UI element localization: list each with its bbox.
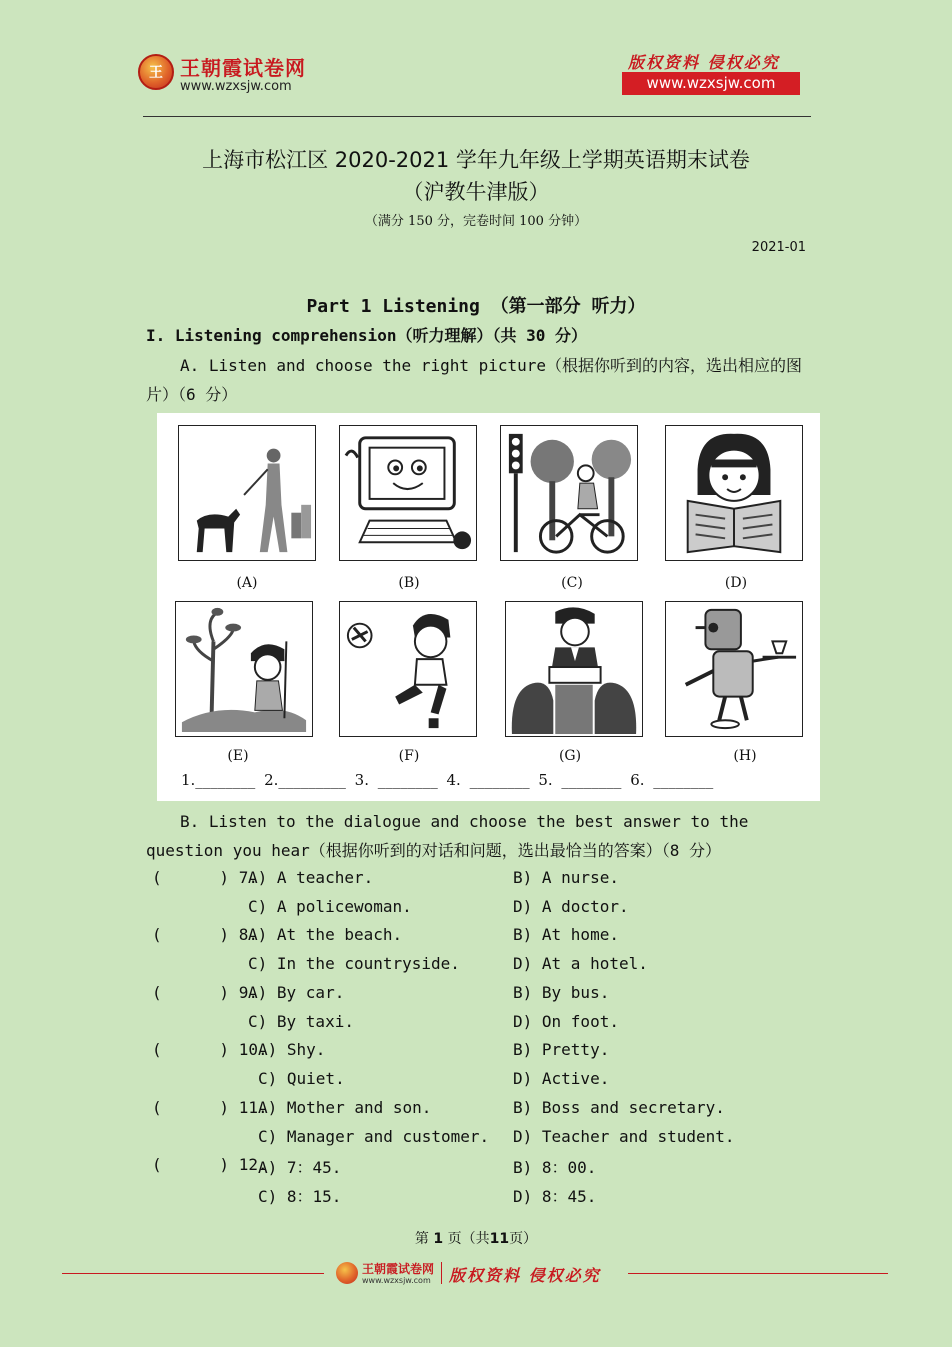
question-number[interactable]: ( ) 9. <box>152 983 258 1002</box>
question-option: B) At home. <box>513 925 619 944</box>
question-option: A) 7：45. <box>258 1158 342 1177</box>
site-url-link[interactable]: www.wzxsjw.com <box>622 72 800 95</box>
picture-label-a: (A) <box>236 575 258 591</box>
girl-reading-icon <box>665 425 803 561</box>
question-number[interactable]: ( ) 10. <box>152 1040 268 1059</box>
picture-panel <box>157 413 820 801</box>
footer-logo-icon <box>336 1262 358 1284</box>
question-option: D) Active. <box>513 1069 610 1088</box>
footer-logo-name[interactable]: 王朝霞试卷网 <box>362 1262 435 1276</box>
question-option: A) By car. <box>248 983 345 1002</box>
exam-date: 2021-01 <box>751 240 806 255</box>
question-option: A) A teacher. <box>248 868 374 887</box>
logo-url: www.wzxsjw.com <box>180 79 292 94</box>
section-heading: I. Listening comprehension（听力理解）（共 30 分） <box>146 326 587 345</box>
footer-divider-right <box>628 1273 888 1274</box>
question-option: A) Mother and son. <box>258 1098 432 1117</box>
boy-cycling-icon <box>500 425 638 561</box>
footer-separator <box>441 1262 442 1284</box>
question-option: D) 8：45. <box>513 1187 597 1206</box>
boy-planting-tree-icon <box>175 601 313 737</box>
logo-badge-icon: 王 <box>138 54 174 90</box>
page-number: 第 1 页（共11页） <box>414 1231 538 1247</box>
computer-icon <box>339 425 477 561</box>
question-option: B) A nurse. <box>513 868 619 887</box>
question-option: B) Boss and secretary. <box>513 1098 725 1117</box>
question-option: B) By bus. <box>513 983 610 1002</box>
question-option: C) Manager and customer. <box>258 1127 490 1146</box>
man-speech-icon <box>505 601 643 737</box>
question-option: C) 8：15. <box>258 1187 342 1206</box>
score-note: （满分 150 分，完卷时间 100 分钟） <box>364 214 588 229</box>
boy-kicking-ball-icon <box>339 601 477 737</box>
picture-label-b: (B) <box>398 575 420 591</box>
picture-label-g: (G) <box>558 748 582 764</box>
footer-copyright: 版权资料 侵权必究 <box>449 1266 601 1285</box>
picture-label-h: (H) <box>733 748 757 764</box>
footer-divider-left <box>62 1273 324 1274</box>
question-option: D) On foot. <box>513 1012 619 1031</box>
answer-blanks[interactable]: 1.________ 2._________ 3. ________ 4. ________ 5. ________ 6. ________ <box>181 771 714 789</box>
header-divider <box>143 116 811 117</box>
question-option: C) A policewoman. <box>248 897 412 916</box>
footer-logo-url[interactable]: www.wzxsjw.com <box>362 1276 431 1285</box>
logo-name: 王朝霞试卷网 <box>180 56 306 80</box>
part-heading: Part 1 Listening （第一部分 听力） <box>306 296 646 317</box>
picture-label-d: (D) <box>724 575 748 591</box>
question-option: C) In the countryside. <box>248 954 460 973</box>
copyright-notice: 版权资料 侵权必究 <box>628 53 780 72</box>
question-option: A) Shy. <box>258 1040 326 1059</box>
picture-label-e: (E) <box>227 748 249 764</box>
picture-label-c: (C) <box>561 575 583 591</box>
part-b-instruction: B. Listen to the dialogue and choose the best answer to the question you hear（根据你听到的对话和问题，选出最恰当的答案）（8 分） <box>146 812 749 860</box>
question-option: B) Pretty. <box>513 1040 610 1059</box>
site-logo[interactable] <box>138 52 358 100</box>
question-option: A) At the beach. <box>248 925 403 944</box>
question-option: D) Teacher and student. <box>513 1127 735 1146</box>
question-option: D) At a hotel. <box>513 954 648 973</box>
question-option: C) Quiet. <box>258 1069 345 1088</box>
exam-subtitle: （沪教牛津版） <box>402 180 550 204</box>
man-walking-dog-icon <box>178 425 316 561</box>
question-number[interactable]: ( ) 7. <box>152 868 258 887</box>
part-a-instruction: A. Listen and choose the right picture（根据你听到的内容，选出相应的图片）（6 分） <box>146 356 803 404</box>
question-number[interactable]: ( ) 8. <box>152 925 258 944</box>
question-option: C) By taxi. <box>248 1012 354 1031</box>
question-number[interactable]: ( ) 12. <box>152 1155 268 1174</box>
question-number[interactable]: ( ) 11. <box>152 1098 268 1117</box>
picture-label-f: (F) <box>398 748 420 764</box>
question-option: D) A doctor. <box>513 897 629 916</box>
question-option: B) 8：00. <box>513 1158 597 1177</box>
exam-title: 上海市松江区 2020-2021 学年九年级上学期英语期末试卷 <box>202 148 750 172</box>
robot-waiter-icon <box>665 601 803 737</box>
